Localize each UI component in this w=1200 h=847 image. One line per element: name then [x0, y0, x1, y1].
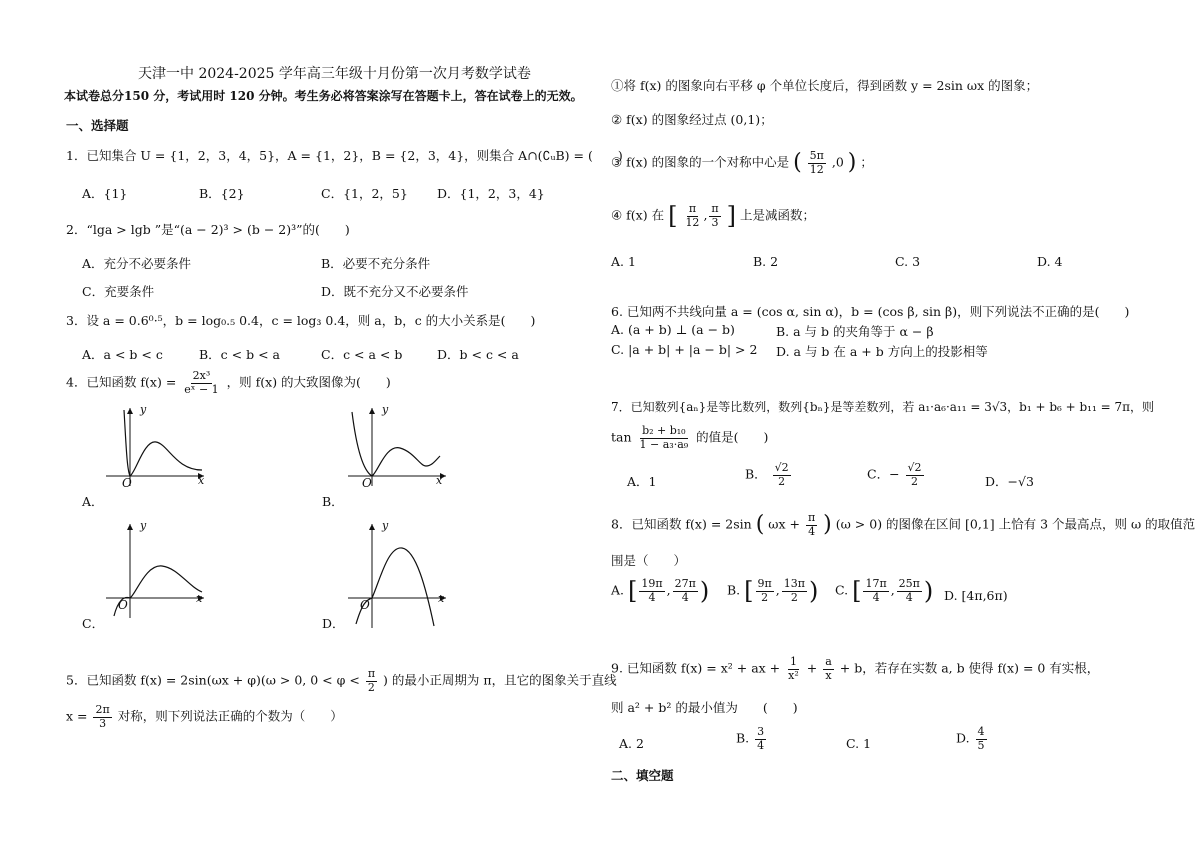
q5-s3-fraction — [808, 150, 826, 176]
q8-option-c: C. [ $\frac{17\pi}{4}$ , $\frac{25\pi}{4}$ ) — [835, 577, 934, 606]
q7-tan: tan — [611, 429, 632, 445]
q8-option-b-frac-1 — [756, 578, 774, 604]
q9-stem-line2: 则 a² + b² 的最小值为 ( ) — [611, 700, 798, 715]
q5-s4-pre: ④ f(x) 在 — [611, 207, 665, 223]
q5-option-a: A. 1 — [611, 254, 636, 269]
q8-option-b-open: [ — [744, 577, 754, 606]
q4-graph-d-y-label: y — [382, 519, 389, 532]
q4-graph-d — [342, 520, 452, 630]
q5-s3-end: ； — [860, 154, 873, 170]
q8-option-c-den-2: 4 — [905, 590, 913, 604]
q9-stem — [611, 656, 1099, 682]
q4-graph-a-x-label: x — [198, 474, 205, 487]
q4-graph-b-y-label: y — [382, 403, 389, 416]
q8-option-c-num-2: 25π — [898, 577, 920, 590]
q9-option-d-den: 5 — [977, 738, 985, 752]
q9-option-b-num: 3 — [757, 725, 765, 738]
q5-s4-den-2: 3 — [711, 215, 719, 229]
q7-option-c-fraction — [906, 462, 924, 488]
q8-option-c-num-1: 17π — [865, 577, 887, 590]
q4-stem-post: ，则 f(x) 的大致图像为( ) — [226, 374, 391, 390]
q8-option-b-close: ) — [808, 577, 819, 606]
q5-s3-den: 12 — [809, 162, 824, 176]
q8-option-c-open: [ — [852, 577, 862, 606]
q4-graph-b-origin: O — [362, 476, 372, 490]
q8-option-a-frac-1 — [639, 578, 664, 604]
q9-option-b — [736, 726, 768, 752]
q4-stem-pre: 4．已知函数 f(x) = — [66, 374, 177, 390]
q2-option-d: D．既不充分又不必要条件 — [321, 284, 469, 299]
q5-axis-den: 3 — [99, 716, 107, 730]
q8-stem — [611, 512, 1195, 538]
q8-open-paren: ( — [755, 512, 765, 538]
q5-s4-num-2: π — [711, 202, 719, 215]
q7-option-d: D．−√3 — [985, 474, 1034, 489]
q5-s3-pre: ③ f(x) 的图象的一个对称中心是 — [611, 154, 790, 170]
q8-option-c-label: C. — [835, 582, 849, 598]
q8-option-d: D. [4π,6π) — [944, 588, 1008, 603]
q1-stem: 1．已知集合 U = {1，2，3，4，5}，A = {1，2}，B = {2，3，4}，则集合 A∩(∁ᵤB) = ( ) — [66, 148, 623, 163]
q4-option-a: A． — [82, 494, 104, 509]
q7-option-b-den: 2 — [778, 474, 786, 488]
q9-stem-pre: 9. 已知函数 f(x) = x² + ax + — [611, 660, 781, 676]
q7-option-c-den: 2 — [911, 474, 919, 488]
q7-option-c — [867, 462, 926, 488]
q7-option-b-num: √2 — [774, 461, 789, 474]
q1-option-b: B．{2} — [199, 186, 245, 201]
q9-num-2: a — [825, 655, 832, 668]
q8-option-b-den-2: 2 — [790, 590, 798, 604]
q8-option-a-label: A. — [611, 582, 625, 598]
q5-statement-2: ② f(x) 的图象经过点 (0,1)； — [611, 112, 773, 127]
q5-line2-pre: x = — [66, 708, 88, 724]
q3-stem: 3．设 a = 0.6⁰·⁵，b = log₀.₅ 0.4，c = log₃ 0.4，则 a，b，c 的大小关系是( ) — [66, 313, 536, 328]
q5-statement-4: ④ f(x) 在 [ $\frac{\pi}{12}$ , $\frac{\pi}{3}$ ] 上是减函数； — [611, 202, 816, 231]
q4-option-d: D． — [322, 616, 345, 631]
q7-option-c-label: C．− — [867, 466, 900, 482]
q4-option-c: C． — [82, 616, 105, 631]
q5-line2-post: 对称，则下列说法正确的个数为（ ） — [117, 708, 343, 724]
q5-s3-num: 5π — [809, 149, 824, 162]
q9-option-d-num: 4 — [977, 725, 985, 738]
q8-option-a-frac-2 — [673, 578, 698, 604]
q8-option-c-frac-2 — [897, 578, 922, 604]
q4-graph-c-x-label: x — [196, 592, 203, 605]
q5-statement-3 — [611, 150, 873, 176]
q5-s3-post: ,0 — [831, 154, 844, 170]
q9-option-d-label: D. — [956, 730, 970, 746]
q2-stem: 2．“lga > lgb ”是“(a − 2)³ > (b − 2)³”的( ) — [66, 222, 350, 237]
q1-option-d: D．{1，2，3，4} — [437, 186, 545, 201]
q4-function-fraction — [182, 370, 220, 396]
q9-plus: + — [806, 660, 818, 676]
q9-den-2: x — [825, 668, 832, 682]
q5-axis-fraction — [93, 704, 111, 730]
q5-phi-bound-den: 2 — [367, 680, 375, 694]
q3-option-b: B．c < b < a — [199, 347, 280, 362]
section-fill: 二、填空题 — [611, 768, 674, 783]
q6-option-c: C. |a + b| + |a − b| > 2 — [611, 342, 758, 357]
q4-option-b: B． — [322, 494, 344, 509]
q8-close-paren: ) — [823, 512, 832, 538]
exam-title: 天津一中 2024-2025 学年高三年级十月份第一次月考数学试卷 — [138, 66, 531, 82]
q8-option-a: A. [ $\frac{19\pi}{4}$ , $\frac{27\pi}{4}$ ) — [611, 577, 710, 606]
q6-option-b: B. a 与 b 的夹角等于 α − β — [776, 324, 934, 339]
q9-fraction-1 — [786, 656, 801, 682]
q7-option-b-fraction — [773, 462, 791, 488]
q5-stem-line1 — [66, 668, 617, 694]
q8-option-c-den-1: 4 — [872, 590, 880, 604]
q4-graph-a-y-label: y — [140, 403, 147, 416]
q7-numerator: b₂ + b₁₀ — [642, 424, 686, 437]
q2-option-c: C．充要条件 — [82, 284, 155, 299]
q4-graph-a-origin: O — [122, 476, 132, 490]
q3-option-a: A．a < b < c — [82, 347, 163, 362]
q5-s3-close-paren: ) — [847, 150, 857, 176]
q8-option-a-num-2: 27π — [674, 577, 696, 590]
q9-option-c: C. 1 — [846, 736, 872, 751]
q7-option-b — [745, 462, 793, 488]
q8-option-b: B. [ $\frac{9\pi}{2}$ , $\frac{13\pi}{2}$ ) — [727, 577, 819, 606]
q8-option-b-frac-2 — [782, 578, 807, 604]
q9-option-b-fraction — [755, 726, 766, 752]
q4-stem — [66, 370, 391, 396]
q9-option-b-den: 4 — [757, 738, 765, 752]
q5-statement-1: ①将 f(x) 的图象向右平移 φ 个单位长度后，得到函数 y = 2sin ωx 的图象； — [611, 78, 1039, 93]
q6-option-a: A. (a + b) ⊥ (a − b) — [611, 322, 735, 337]
q3-option-c: C．c < a < b — [321, 347, 403, 362]
q8-phase-den: 4 — [808, 524, 816, 538]
q8-stem-line2: 围是（ ） — [611, 553, 687, 568]
q5-phi-bound-num: π — [367, 667, 376, 680]
q8-option-a-den-2: 4 — [681, 590, 689, 604]
q5-s4-close-bracket: ] — [726, 202, 737, 231]
q5-line1-pre: 5．已知函数 f(x) = 2sin(ωx + φ)(ω > 0, 0 < φ < — [66, 672, 360, 688]
q1-option-a: A．{1} — [82, 186, 128, 201]
q5-s4-open-bracket: [ — [668, 202, 678, 231]
q4-graph-d-origin: O — [360, 598, 370, 612]
q4-denominator: eˣ − 1 — [184, 382, 219, 396]
q6-option-d: D. a 与 b 在 a + b 方向上的投影相等 — [776, 344, 988, 359]
q1-option-c: C．{1，2，5} — [321, 186, 408, 201]
q8-option-a-close: ) — [699, 577, 710, 606]
q8-stem-pre: 8．已知函数 f(x) = 2sin — [611, 516, 752, 532]
q4-graph-c-y-label: y — [140, 519, 147, 532]
q5-s3-open-paren: ( — [793, 150, 802, 176]
q5-option-d: D. 4 — [1037, 254, 1063, 269]
q7-stem: 7．已知数列{aₙ}是等比数列，数列{bₙ}是等差数列，若 a₁·a₆·a₁₁ = 3√3，b₁ + b₆ + b₁₁ = 7π，则 — [611, 400, 1155, 414]
q9-option-d — [956, 726, 989, 752]
q8-stem-mid: ωx + — [768, 516, 800, 532]
q5-line1-post: ) 的最小正周期为 π，且它的图象关于直线 — [383, 672, 617, 688]
q4-graph-d-x-label: x — [438, 592, 445, 605]
q5-phi-bound-fraction — [366, 668, 377, 694]
q5-option-b: B. 2 — [753, 254, 779, 269]
q8-option-c-frac-1 — [863, 578, 888, 604]
q7-option-b-label: B． — [745, 466, 767, 482]
q5-stem-line2 — [66, 704, 343, 730]
q5-option-c: C. 3 — [895, 254, 921, 269]
q5-axis-num: 2π — [95, 703, 110, 716]
q8-phase-num: π — [807, 511, 816, 524]
q8-option-b-num-2: 13π — [783, 577, 805, 590]
q4-graph-c — [100, 520, 210, 620]
q8-option-a-num-1: 19π — [641, 577, 663, 590]
q4-numerator: 2x³ — [192, 369, 211, 382]
q8-option-a-den-1: 4 — [648, 590, 656, 604]
q8-option-b-num-1: 9π — [757, 577, 772, 590]
q3-option-d: D．b < c < a — [437, 347, 519, 362]
q8-option-a-open: [ — [628, 577, 638, 606]
q5-s4-fraction-1 — [683, 203, 701, 229]
q9-fraction-2 — [823, 656, 834, 682]
q7-line2-post: 的值是( ) — [696, 429, 769, 445]
q7-stem-line2 — [611, 425, 768, 451]
q7-denominator: 1 − a₃·a₉ — [639, 437, 689, 451]
q9-den-1: x² — [788, 668, 799, 682]
q5-s4-fraction-2 — [709, 203, 720, 229]
q9-stem-post: + b，若存在实数 a, b 使得 f(x) = 0 有实根， — [839, 660, 1100, 676]
q2-option-b: B．必要不充分条件 — [321, 256, 431, 271]
q5-s4-post: 上是减函数； — [740, 207, 816, 223]
q7-option-c-num: √2 — [907, 461, 922, 474]
q7-option-a: A．1 — [627, 474, 657, 489]
q9-option-d-fraction — [976, 726, 987, 752]
q6-stem: 6. 已知两不共线向量 a = (cos α, sin α)，b = (cos β, sin β)，则下列说法不正确的是( ) — [611, 304, 1130, 319]
q9-num-1: 1 — [789, 655, 797, 668]
q8-stem-post: (ω > 0) 的图像在区间 [0,1] 上恰有 3 个最高点，则 ω 的取值范 — [835, 516, 1196, 532]
q8-option-b-label: B. — [727, 582, 741, 598]
q8-phase-fraction — [806, 512, 817, 538]
q4-graph-a — [100, 404, 210, 488]
q5-s4-den-1: 12 — [685, 215, 700, 229]
q2-option-a: A．充分不必要条件 — [82, 256, 192, 271]
q5-s4-num-1: π — [688, 202, 697, 215]
q4-graph-b-x-label: x — [436, 474, 443, 487]
q7-fraction — [638, 425, 691, 451]
q8-option-b-den-1: 2 — [761, 590, 769, 604]
q8-option-c-close: ) — [923, 577, 934, 606]
q4-graph-c-origin: O — [118, 598, 128, 612]
exam-notice: 本试卷总分150 分，考试用时 120 分钟。考生务必将答案涂写在答题卡上，答在试卷上的无效。 — [64, 89, 583, 103]
q9-option-a: A. 2 — [619, 736, 644, 751]
q9-option-b-label: B. — [736, 730, 750, 746]
section-choice: 一、选择题 — [66, 118, 129, 133]
